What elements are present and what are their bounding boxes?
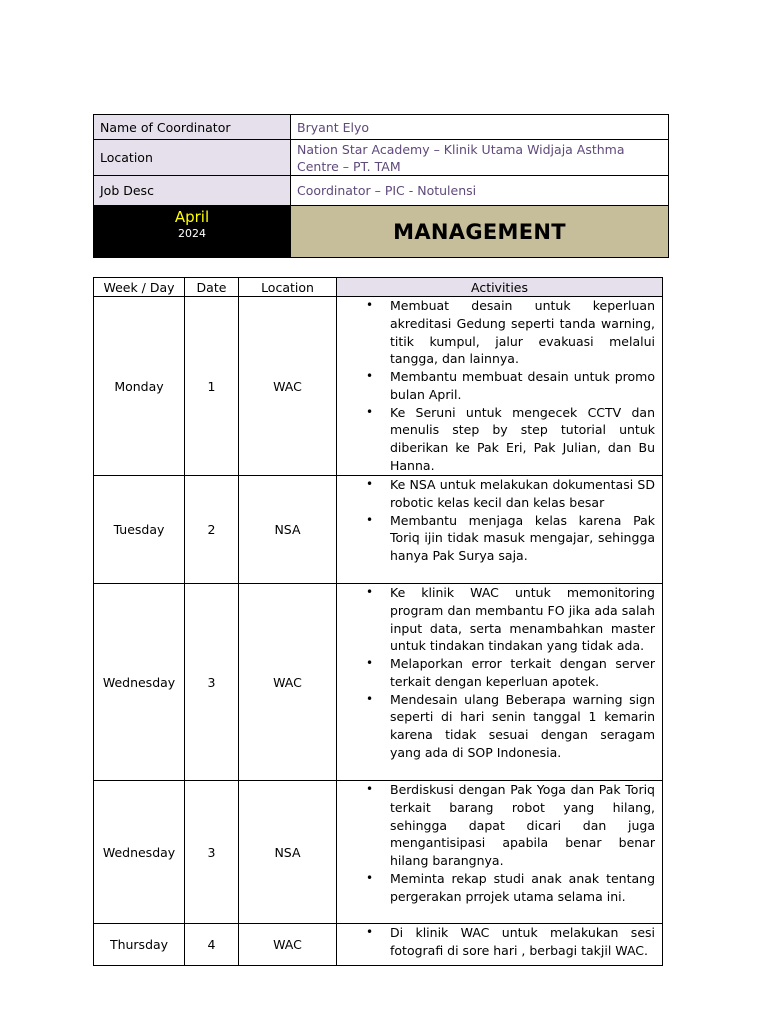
activity-item — [366, 476, 655, 512]
activity-item — [366, 512, 655, 565]
coordinator-row — [94, 115, 669, 140]
day-cell: Monday — [94, 297, 185, 476]
activity-item — [366, 691, 655, 762]
bullet-icon: • — [366, 369, 374, 383]
activity-text: Membuat desain untuk keperluan akreditasi Gedung seperti tanda warning, titik kumpul, jalur evakuasi melalui tangga, dan lainnya. — [390, 298, 655, 367]
activity-text: Mendesain ulang Beberapa warning sign seperti di hari senin tanggal 1 kemarin karena tidak sesuai dengan seragam yang ada di SOP Indonesia. — [390, 691, 655, 760]
jobdesc-value: Coordinator – PIC - Notulensi — [291, 176, 669, 206]
table-row — [94, 297, 663, 476]
activity-item — [366, 924, 655, 960]
activity-item — [366, 297, 655, 368]
day-cell: Thursday — [94, 924, 185, 966]
activities-cell — [337, 476, 663, 584]
jobdesc-row — [94, 176, 669, 206]
activity-text: Melaporkan error terkait dengan server terkait dengan keperluan apotek. — [390, 656, 655, 689]
activity-list — [337, 924, 655, 960]
date-cell: 2 — [185, 476, 239, 584]
activity-item — [366, 368, 655, 404]
bullet-icon: • — [366, 477, 374, 491]
activity-text: Meminta rekap studi anak anak tentang pergerakan prrojek utama selama ini. — [390, 870, 655, 904]
table-row — [94, 924, 663, 966]
activity-text: Ke klinik WAC untuk memonitoring program dan membantu FO jika ada salah input data, serta menambahkan master untuk tindakan tindakan yang tidak ada. — [390, 585, 655, 654]
day-cell: Tuesday — [94, 476, 185, 584]
activity-list — [337, 781, 655, 905]
coordinator-label: Name of Coordinator — [94, 115, 291, 140]
location-cell: NSA — [239, 476, 337, 584]
activity-item — [366, 781, 655, 870]
activity-item — [366, 870, 655, 906]
activities-cell — [337, 584, 663, 781]
period-row — [94, 206, 669, 258]
month-cell — [94, 206, 291, 258]
activity-item — [366, 404, 655, 475]
activity-schedule-table — [93, 277, 663, 966]
activity-item — [366, 584, 655, 655]
location-cell: WAC — [239, 924, 337, 966]
year-label: 2024 — [178, 227, 206, 240]
bullet-icon: • — [366, 404, 374, 419]
activity-text: Membantu menjaga kelas karena Pak Toriq ijin tidak masuk mengajar, sehingga hanya Pak Surya saja. — [390, 512, 655, 563]
bullet-icon: • — [366, 512, 374, 527]
bullet-icon: • — [366, 298, 374, 312]
coordinator-info-table — [93, 114, 669, 258]
activity-text: Ke NSA untuk melakukan dokumentasi SD robotic kelas kecil dan kelas besar — [390, 477, 655, 510]
bullet-icon: • — [366, 925, 374, 939]
table-row — [94, 584, 663, 781]
day-cell: Wednesday — [94, 584, 185, 781]
activity-text: Ke Seruni untuk mengecek CCTV dan menulis step by step tutorial untuk diberikan ke Pak Eri, Pak Julian, dan Bu Hanna. — [390, 404, 655, 473]
header-activities: Activities — [337, 278, 663, 297]
table-row — [94, 781, 663, 924]
month-name: April — [174, 208, 210, 226]
location-row — [94, 140, 669, 176]
bullet-icon: • — [366, 691, 374, 706]
location-cell: WAC — [239, 297, 337, 476]
activity-list — [337, 476, 655, 565]
activity-text: Di klinik WAC untuk melakukan sesi fotografi di sore hari , berbagi takjil WAC. — [390, 925, 655, 958]
bullet-icon: • — [366, 870, 374, 885]
date-cell: 4 — [185, 924, 239, 966]
activities-cell — [337, 297, 663, 476]
schedule-header-row — [94, 278, 663, 297]
bullet-icon: • — [366, 585, 374, 599]
activities-cell — [337, 924, 663, 966]
schedule-body — [94, 297, 663, 966]
location-value: Nation Star Academy – Klinik Utama Widjaja Asthma Centre – PT. TAM — [291, 140, 669, 176]
activity-item — [366, 655, 655, 691]
date-cell: 1 — [185, 297, 239, 476]
location-cell: WAC — [239, 584, 337, 781]
date-cell: 3 — [185, 781, 239, 924]
date-cell: 3 — [185, 584, 239, 781]
activity-text: Berdiskusi dengan Pak Yoga dan Pak Toriq terkait barang robot yang hilang, sehingga dapat dicari dan juga mengantisipasi apabila benar benar hilang barangnya. — [390, 782, 655, 868]
location-label: Location — [94, 140, 291, 176]
header-location: Location — [239, 278, 337, 297]
activity-list — [337, 584, 655, 762]
table-row — [94, 476, 663, 584]
department-title: MANAGEMENT — [291, 206, 669, 258]
jobdesc-label: Job Desc — [94, 176, 291, 206]
activity-list — [337, 297, 655, 475]
header-week-day: Week / Day — [94, 278, 185, 297]
day-cell: Wednesday — [94, 781, 185, 924]
bullet-icon: • — [366, 782, 374, 796]
location-cell: NSA — [239, 781, 337, 924]
activity-text: Membantu membuat desain untuk promo bulan April. — [390, 369, 655, 402]
bullet-icon: • — [366, 656, 374, 670]
header-date: Date — [185, 278, 239, 297]
activities-cell — [337, 781, 663, 924]
coordinator-value: Bryant Elyo — [291, 115, 669, 140]
